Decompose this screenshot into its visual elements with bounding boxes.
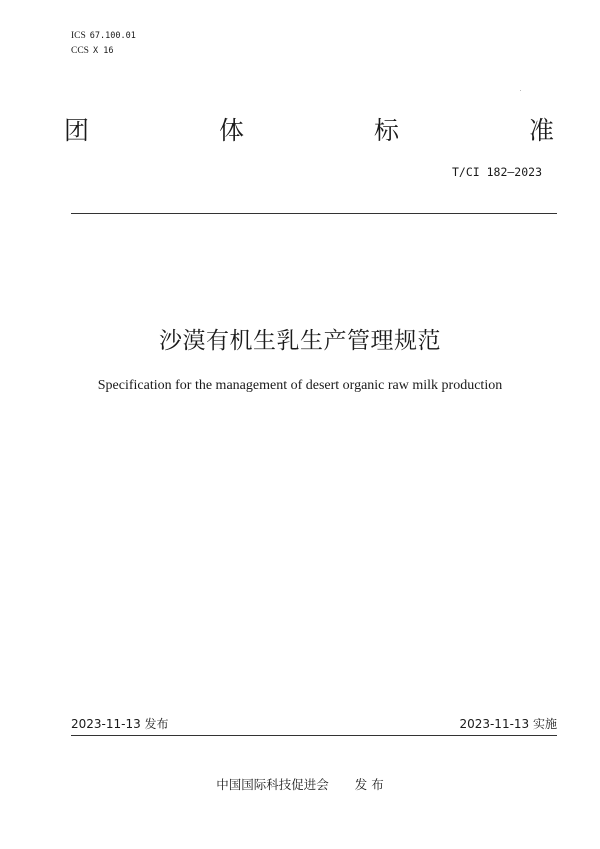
doc-type-char: 团 [64, 116, 90, 145]
publisher-name: 中国国际科技促进会 [216, 777, 329, 792]
footer-divider [71, 735, 557, 736]
publisher-action: 发 布 [354, 777, 384, 792]
ccs-label: CCS [71, 46, 89, 56]
header-divider [71, 213, 557, 214]
ics-code: 67.100.01 [89, 31, 136, 41]
ccs-classification [71, 45, 113, 57]
title-english: Specification for the management of desert organic raw milk production [97, 378, 503, 393]
ccs-code: X 16 [92, 46, 114, 56]
ics-classification [71, 30, 136, 42]
title-chinese: 沙漠有机生乳生产管理规范 [159, 328, 441, 354]
standard-number: T/CI 182—2023 [451, 165, 542, 179]
scan-speck [520, 90, 521, 91]
doc-type-char: 体 [218, 116, 244, 145]
document-type-heading [64, 114, 554, 148]
implementation-date: 2023-11-13 实施 [459, 717, 557, 731]
issue-date: 2023-11-13 发布 [71, 717, 169, 731]
doc-type-char: 准 [528, 116, 554, 145]
ics-label: ICS [71, 31, 86, 41]
publisher-line [0, 776, 600, 794]
doc-type-char: 标 [373, 116, 399, 145]
